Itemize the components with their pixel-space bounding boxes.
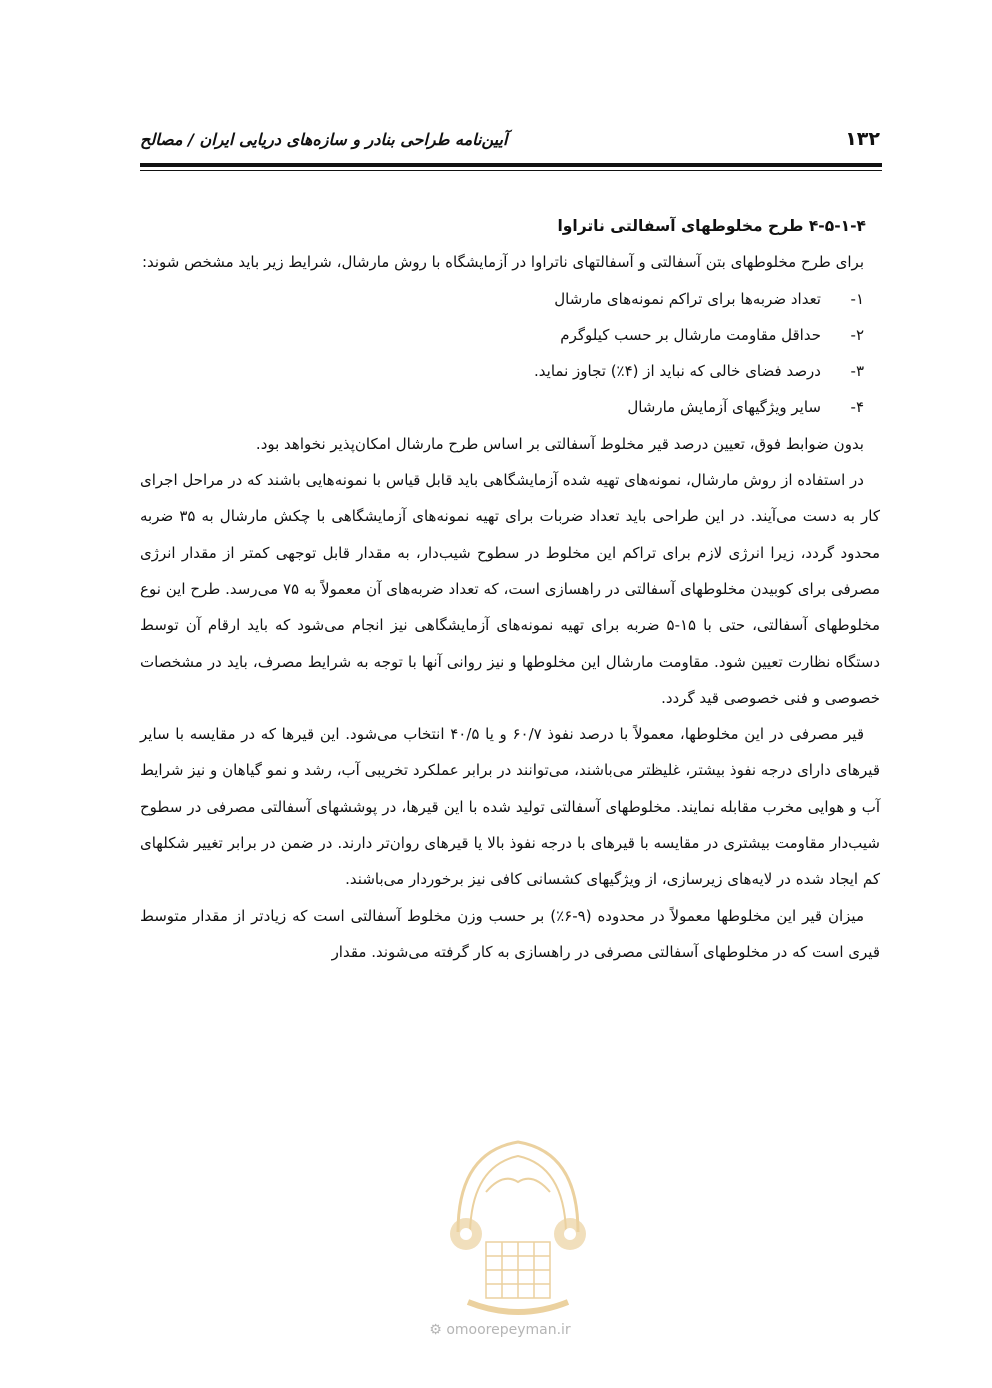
paragraph: میزان قیر این مخلوطها معمولاً در محدوده (۹-۶٪) بر حسب وزن مخلوط آسفالتی است که زیادتر از مقدار متوسط قیری است که در مخلوطهای آسفالتی مصرفی در راهسازی به کار گرفته می‌شوند. مقدار [140,906,880,961]
list-marker: ۴- [850,398,864,417]
list-item [140,353,880,389]
conditions-list [140,281,880,426]
body-text [140,208,880,970]
page-number: ۱۳۲ [845,128,880,150]
list-marker: ۳- [850,362,864,381]
paragraph: قیر مصرفی در این مخلوطها، معمولاً با درصد نفوذ ۶۰/۷ و یا ۴۰/۵ انتخاب می‌شود. این قیرها که در مقایسه با سایر قیرهای دارای درجه نفوذ بیشتر، غلیظتر می‌باشند، می‌توانند در برابر عملکرد تخریبی آب، رشد و نمو گیاهان و نیز شرایط آب و هوایی مخرب مقابله نمایند. مخلوطهای آسفالتی تولید شده با این قیرها، در پوششهای آسفالتی مصرفی در سطوح شیب‌دار مقاومت بیشتری در مقایسه با قیرهای با درجه نفوذ بالا یا قیرهای روان‌تر دارند. در ضمن در برابر تغییر شکلهای کم ایجاد شده در لایه‌های زیرسازی، از ویژگیهای کشسانی کافی نیز برخوردار می‌باشند. [140,725,880,889]
header-rule-thick [140,163,882,167]
watermark-site-text [400,1322,600,1338]
list-item [140,317,880,353]
list-item-text: درصد فضای خالی که نباید از (۴٪) تجاوز نماید. [534,362,821,381]
running-title: آیین‌نامه طراحی بنادر و سازه‌های دریایی ایران / مصالح [140,130,508,149]
watermark-site-label: omoorepeyman.ir [446,1322,571,1338]
list-item-text: تعداد ضربه‌ها برای تراکم نمونه‌های مارشال [554,289,821,308]
list-item [140,281,880,317]
header-rule-thin [140,170,882,171]
paragraph: بدون ضوابط فوق، تعیین درصد قیر مخلوط آسفالتی بر اساس طرح مارشال امکان‌پذیر نخواهد بود. [255,434,864,453]
list-marker: ۲- [850,325,864,344]
page-header [140,128,880,160]
list-item-text: سایر ویژگیهای آزمایش مارشال [627,398,821,417]
list-item-text: حداقل مقاومت مارشال بر حسب کیلوگرم [560,325,821,344]
list-item [140,389,880,425]
list-marker: ۱- [850,289,864,308]
section-heading: ۴-۵-۱-۴ طرح مخلوطهای آسفالتی ناتراوا [557,217,866,235]
paragraph: در استفاده از روش مارشال، نمونه‌های تهیه شده آزمایشگاهی باید قابل قیاس با نمونه‌هایی باشند که در مراحل اجرای کار به دست می‌آیند. در این طراحی باید تعداد ضربات برای تهیه نمونه‌های آزمایشگاهی با چکش مارشال به ۳۵ ضربه محدود گردد، زیرا انرژی لازم برای تراکم این مخلوط در سطوح شیب‌دار، به مقدار قابل توجهی کمتر از مقدار انرژی مصرفی برای کوبیدن مخلوطهای آسفالتی در راهسازی است، که تعداد ضربه‌های آن معمولاً به ۷۵ می‌رسد. طرح این نوع مخلوطهای آسفالتی، حتی با ۱۵-۵ ضربه برای تهیه نمونه‌های آزمایشگاهی نیز انجام می‌شود که باید ارقام آن توسط دستگاه نظارت تعیین شود. مقاومت مارشال این مخلوطها و نیز روانی آنها با توجه به شرایط مصرف، باید در مشخصات خصوصی و فنی خصوصی قید گردد. [140,471,880,707]
intro-paragraph: برای طرح مخلوطهای بتن آسفالتی و آسفالتهای ناتراوا در آزمایشگاه با روش مارشال، شرایط زیر باید مشخص شوند: [141,253,864,272]
watermark-logo-icon [428,1122,608,1322]
watermark-site-icon: ⚙ [429,1322,442,1338]
